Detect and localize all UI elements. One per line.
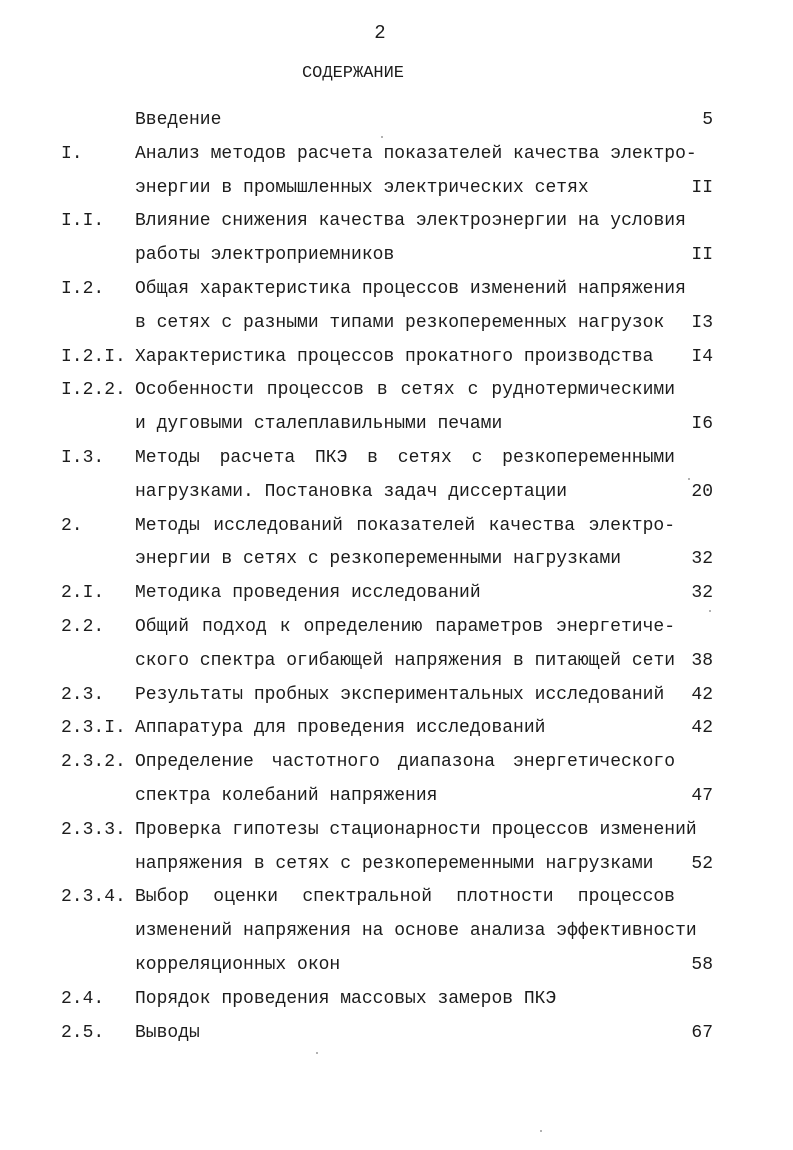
toc-entry-title: напряжения в сетях с резкопеременными нагрузками [135, 853, 654, 874]
toc-entry [0, 579, 793, 613]
toc-entry-page: I3 [691, 312, 713, 333]
toc-entry-page: 32 [691, 583, 713, 604]
toc-line [0, 275, 793, 309]
toc-entry-number: 2.3.I. [61, 718, 126, 739]
toc-entry [0, 140, 793, 208]
toc-entry-page: 32 [691, 549, 713, 570]
toc-entry-title: Общая характеристика процессов изменений напряжения [135, 278, 686, 299]
toc-entry-title: корреляционных окон [135, 954, 341, 975]
toc-entry [0, 816, 793, 884]
toc-line [0, 309, 793, 343]
toc-entry-page: 67 [691, 1022, 713, 1043]
toc-entry [0, 681, 793, 715]
toc-entry-title: нагрузками. Постановка задач диссертации [135, 481, 568, 502]
toc-entry [0, 343, 793, 377]
toc-entry-title: в сетях с разными типами резкопеременных нагрузок [135, 312, 665, 333]
toc-entry-number: 2.3.4. [61, 887, 126, 908]
toc-entry-number: 2.2. [61, 616, 105, 637]
toc-entry-number: I. [61, 143, 83, 164]
toc-entry-title: изменений напряжения на основе анализа эффективности [135, 921, 697, 942]
toc-entry-page: II [691, 177, 713, 198]
toc-entry-title: энергии в сетях с резкопеременными нагрузками [135, 549, 622, 570]
toc-entry-title: спектра колебаний напряжения [135, 785, 438, 806]
toc-entry-page: 20 [691, 481, 713, 502]
toc-entry-page: 58 [691, 954, 713, 975]
toc-entry-title: ского спектра огибающей напряжения в питающей сети [135, 650, 676, 671]
toc-entry-title: Методика проведения исследований [135, 583, 481, 604]
toc-line [0, 140, 793, 174]
scan-speck [688, 478, 690, 480]
toc-entry-number: I.2.2. [61, 380, 126, 401]
toc-entry-title: энергии в промышленных электрических сетях [135, 177, 589, 198]
toc-line [0, 782, 793, 816]
table-of-contents [0, 106, 793, 1052]
toc-line [0, 1019, 793, 1053]
toc-entry-number: I.2. [61, 278, 105, 299]
toc-entry-number: 2.3.3. [61, 819, 126, 840]
toc-entry-title: работы электроприемников [135, 245, 395, 266]
toc-entry-title: Анализ методов расчета показателей качества электро- [135, 143, 697, 164]
toc-line [0, 985, 793, 1019]
toc-entry [0, 985, 793, 1019]
toc-entry-number: I.3. [61, 447, 105, 468]
toc-entry-title: Влияние снижения качества электроэнергии на условия [135, 211, 686, 232]
toc-entry-title: Характеристика процессов прокатного производства [135, 346, 654, 367]
scan-speck [316, 1052, 318, 1054]
toc-line [0, 512, 793, 546]
toc-entry [0, 613, 793, 681]
toc-line [0, 850, 793, 884]
toc-entry [0, 275, 793, 343]
toc-line [0, 174, 793, 208]
toc-entry-page: 47 [691, 785, 713, 806]
toc-line [0, 883, 793, 917]
toc-line [0, 343, 793, 377]
toc-entry-number: 2.4. [61, 988, 105, 1009]
toc-line [0, 545, 793, 579]
toc-line [0, 816, 793, 850]
toc-entry-title: Результаты пробных экспериментальных исследований [135, 684, 665, 705]
toc-entry-page: I4 [691, 346, 713, 367]
toc-entry-title: Методы расчета ПКЭ в сетях с резкопеременными [135, 447, 675, 468]
toc-line [0, 647, 793, 681]
toc-entry-title: Выводы [135, 1022, 200, 1043]
toc-entry-title: Особенности процессов в сетях с руднотермическими [135, 380, 675, 401]
scan-speck [709, 610, 711, 612]
toc-entry [0, 1019, 793, 1053]
toc-entry-title: Аппаратура для проведения исследований [135, 718, 546, 739]
toc-line [0, 613, 793, 647]
toc-entry-page: II [691, 245, 713, 266]
toc-line [0, 106, 793, 140]
toc-entry [0, 444, 793, 512]
toc-line [0, 951, 793, 985]
toc-entry-title: Порядок проведения массовых замеров ПКЭ [135, 988, 557, 1009]
toc-entry-page: 38 [691, 650, 713, 671]
toc-line [0, 410, 793, 444]
toc-entry-page: 52 [691, 853, 713, 874]
toc-entry [0, 512, 793, 580]
page-number: 2 [374, 22, 386, 44]
toc-line [0, 376, 793, 410]
toc-entry [0, 748, 793, 816]
toc-entry-title: Выбор оценки спектральной плотности процессов [135, 887, 675, 908]
toc-entry-title: и дуговыми сталеплавильными печами [135, 414, 503, 435]
toc-line [0, 444, 793, 478]
toc-entry-number: 2.3.2. [61, 752, 126, 773]
toc-entry-page: 42 [691, 718, 713, 739]
toc-entry-title: Методы исследований показателей качества электро- [135, 515, 675, 536]
toc-entry-number: I.2.I. [61, 346, 126, 367]
toc-line [0, 681, 793, 715]
toc-entry [0, 883, 793, 984]
toc-line [0, 579, 793, 613]
toc-entry-number: I.I. [61, 211, 105, 232]
toc-line [0, 748, 793, 782]
toc-entry-page: 5 [702, 110, 713, 130]
toc-entry-page: 42 [691, 684, 713, 705]
toc-entry-title: Проверка гипотезы стационарности процессов изменений [135, 819, 697, 840]
scan-speck [540, 1130, 542, 1132]
toc-entry-title: Определение частотного диапазона энергетического [135, 752, 675, 773]
toc-entry-number: 2.3. [61, 684, 105, 705]
toc-entry [0, 376, 793, 444]
toc-entry [0, 714, 793, 748]
toc-entry-title: Введение [135, 110, 222, 130]
toc-entry [0, 106, 793, 140]
toc-entry-number: 2.I. [61, 583, 105, 604]
toc-entry-number: 2. [61, 515, 83, 536]
toc-line [0, 478, 793, 512]
toc-line [0, 207, 793, 241]
toc-entry [0, 207, 793, 275]
page-title: СОДЕРЖАНИЕ [301, 64, 405, 83]
scan-speck [381, 136, 383, 138]
toc-entry-number: 2.5. [61, 1022, 105, 1043]
toc-entry-title: Общий подход к определению параметров энергетиче- [135, 616, 675, 637]
toc-line [0, 241, 793, 275]
toc-line [0, 714, 793, 748]
toc-line [0, 917, 793, 951]
toc-entry-page: I6 [691, 414, 713, 435]
